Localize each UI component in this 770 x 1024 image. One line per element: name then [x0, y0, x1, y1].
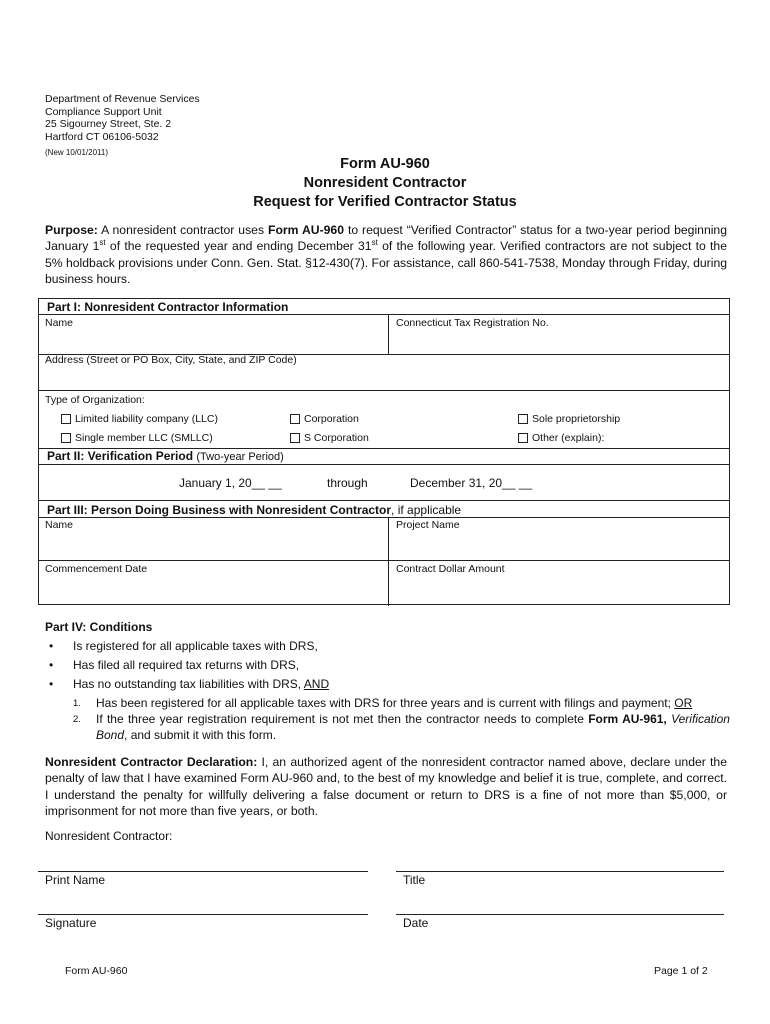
sub-condition-text: If the three year registration requirement is not met then the contractor needs to complete [96, 712, 589, 726]
sub-condition-number: 2. [73, 714, 81, 725]
checkbox-box[interactable] [518, 414, 528, 424]
address-line: Department of Revenue Services [45, 93, 200, 105]
sole-proprietorship-checkbox[interactable] [518, 413, 620, 425]
signature-label: Signature [45, 916, 97, 930]
declaration-label: Nonresident Contractor Declaration: [45, 755, 258, 769]
address-field[interactable]: Address (Street or PO Box, City, State, and ZIP Code) [45, 354, 297, 366]
conditions-list [45, 637, 730, 694]
date-label: Date [403, 916, 429, 930]
condition-item: • Is registered for all applicable taxes with DRS, [45, 637, 730, 656]
part4-heading: Part IV: Conditions [45, 620, 153, 634]
print-name-line[interactable] [38, 871, 368, 872]
condition-item: • Has filed all required tax returns with DRS, [45, 656, 730, 675]
condition-and: AND [303, 677, 330, 691]
purpose-sup: st [371, 238, 378, 248]
purpose-text: of the following year. Verified contractors are not subject to the 5% holdback provisions under Conn. Gen. Stat. §12-430(7). For assistance, call 860-541-7538, Monday through Friday, during business hours. [45, 239, 727, 286]
contract-amount-field[interactable]: Contract Dollar Amount [396, 563, 505, 575]
conditions-section [45, 620, 730, 743]
address-line: 25 Sigourney Street, Ste. 2 [45, 118, 172, 131]
condition-text: Has no outstanding tax liabilities with DRS, [73, 677, 304, 691]
divider [388, 314, 389, 354]
sub-condition-form: Form AU-961, [588, 712, 667, 726]
checkbox-box[interactable] [61, 433, 71, 443]
part3-heading [47, 503, 461, 517]
form-box [38, 298, 730, 605]
form-title: Form AU-960 [340, 156, 430, 172]
part3-heading-note: , if applicable [391, 503, 462, 517]
period-end[interactable]: December 31, 20__ __ [410, 476, 533, 490]
footer-form-id: Form AU-960 [65, 965, 128, 977]
checkbox-label: Other (explain): [532, 432, 605, 444]
divider [39, 500, 729, 501]
purpose-text: A nonresident contractor uses [97, 223, 269, 237]
s-corporation-checkbox[interactable] [290, 432, 369, 444]
sub-condition-number: 1. [73, 698, 81, 709]
print-name-label: Print Name [45, 873, 106, 887]
footer-page-number: Page 1 of 2 [654, 965, 708, 977]
period-through: through [327, 476, 368, 490]
contractor-label: Nonresident Contractor: [45, 829, 173, 843]
part1-heading: Part I: Nonresident Contractor Information [47, 300, 289, 314]
date-line[interactable] [396, 914, 724, 915]
part2-heading-note: (Two-year Period) [196, 451, 284, 463]
other-checkbox[interactable] [518, 432, 604, 444]
title-label: Title [403, 873, 426, 887]
checkbox-box[interactable] [290, 433, 300, 443]
contractor-person-name-field[interactable]: Name [45, 519, 74, 531]
sub-condition-text: Has been registered for all applicable taxes with DRS for three years and is current with filings and payment; [96, 696, 675, 710]
form-subtitle-2: Request for Verified Contractor Status [253, 194, 517, 210]
sub-condition [45, 711, 730, 743]
checkbox-label: Limited liability company (LLC) [75, 413, 218, 425]
name-field[interactable]: Name [45, 317, 74, 329]
address-line: Compliance Support Unit [45, 105, 162, 118]
part2-heading-text: Part II: Verification Period [47, 449, 194, 463]
purpose-paragraph [45, 222, 727, 287]
title-line[interactable] [396, 871, 724, 872]
revision-date: (New 10/01/2011) [45, 148, 108, 157]
period-start[interactable]: January 1, 20__ __ [179, 476, 282, 490]
smllc-checkbox[interactable] [61, 432, 213, 444]
divider [39, 390, 729, 391]
project-name-field[interactable]: Project Name [396, 519, 460, 531]
checkbox-label: Sole proprietorship [532, 413, 621, 425]
commencement-date-field[interactable]: Commencement Date [45, 563, 148, 575]
checkbox-box[interactable] [290, 414, 300, 424]
corporation-checkbox[interactable] [290, 413, 359, 425]
org-type-label: Type of Organization: [45, 394, 145, 406]
form-subtitle: Nonresident Contractor [303, 175, 467, 191]
purpose-label: Purpose: [45, 223, 98, 237]
address-line: Hartford CT 06106-5032 [45, 130, 159, 143]
part2-heading [47, 449, 284, 463]
divider [39, 560, 729, 561]
llc-checkbox[interactable] [61, 413, 218, 425]
declaration-text: I, an authorized agent of the nonresident contractor named above, declare under the penalty of law that I have examined Form AU-960 and, to the best of my knowledge and belief it is true, complete, and correct. I understand the penalty for willfully delivering a false document or return to DRS is a fine of not more than $5,000, or imprisonment for not more than five years, or both. [45, 755, 727, 818]
purpose-form-ref: Form AU-960 [268, 223, 344, 237]
divider [39, 314, 729, 315]
divider [39, 517, 729, 518]
signature-line[interactable] [38, 914, 368, 915]
checkbox-box[interactable] [61, 414, 71, 424]
purpose-text: to request “Verified Contractor” status for a two-year period beginning January 1 [45, 223, 727, 254]
purpose-sup: st [99, 238, 106, 248]
condition-item [45, 675, 730, 694]
declaration-paragraph [45, 754, 727, 819]
checkbox-label: Single member LLC (SMLLC) [75, 432, 213, 444]
sub-condition-bond: Verification Bond [96, 712, 730, 742]
divider [388, 517, 389, 606]
sub-condition [45, 695, 730, 711]
checkbox-box[interactable] [518, 433, 528, 443]
divider [39, 464, 729, 465]
checkbox-label: S Corporation [304, 432, 369, 444]
agency-address [45, 93, 200, 143]
purpose-text: of the requested year and ending December 31 [105, 239, 372, 254]
sub-condition-end: , and submit it with this form. [124, 728, 277, 742]
sub-condition-or: OR [674, 696, 693, 710]
checkbox-label: Corporation [304, 413, 359, 425]
tax-registration-field[interactable]: Connecticut Tax Registration No. [396, 317, 549, 329]
part3-heading-text: Part III: Person Doing Business with Nonresident Contractor [47, 503, 392, 517]
